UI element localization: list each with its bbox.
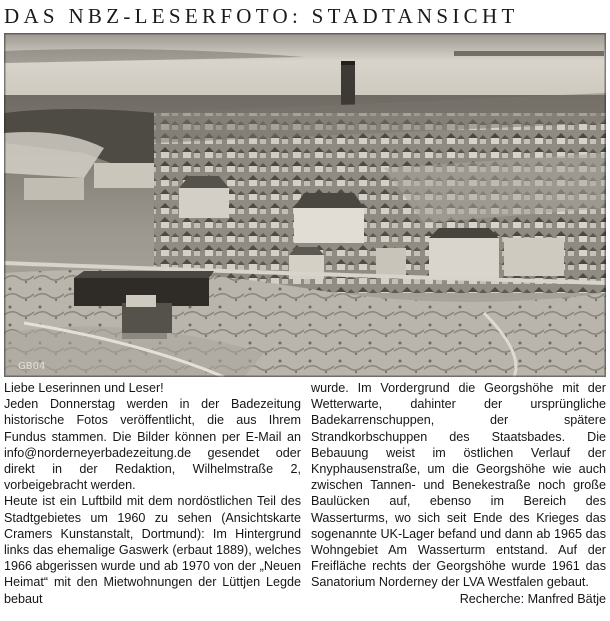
paragraph-2-continued: wurde. Im Vordergrund die Georgshöhe mit der Wetterwarte, dahinter der ursprüngliche Badekarrenschuppen, der spätere Strandkorbschuppen des Staatsbades. Die Bebauung weist im östlichen Verlauf der Knyphausenstraße, um die Georgshöhe wie auch zwischen Tannen- und Benekestraße noch große Baulücken auf, ebenso im Bereich des Wasserturms, wo sich seit Ende des Krieges das sogenannte UK-Lager befand und dann ab 1965 das Wohngebiet Am Wasserturm entstand. Auf der Freifläche rechts der Georgshöhe wurde 1961 das Sanatorium Norderney der LVA Westfalen gebaut. (311, 381, 606, 590)
article-right-column (311, 380, 606, 607)
aerial-photo (4, 33, 606, 377)
photo-corner-mark: GB04 (18, 361, 46, 372)
greeting: Liebe Leserinnen und Leser! (4, 381, 164, 395)
author-credit: Recherche: Manfred Bätje (459, 591, 606, 606)
paragraph-1: Jeden Donnerstag werden in der Badezeitung historische Fotos veröffentlicht, die aus Ihrem Fundus stammen. Die Bilder können per E-Mail an info@norderneyerbadezeitung.de gesendet oder direkt in der Redaktion, Wilhelmstraße 2, vorbeigebracht werden. (4, 397, 301, 493)
paragraph-2: Heute ist ein Luftbild mit dem nordöstlichen Teil des Stadtgebietes um 1960 zu sehen (Ansichtskarte Cramers Kunstanstalt, Dortmund): Im Hintergrund links das ehemalige Gaswerk (erbaut 1889), welches 1966 abgerissen wurde und ab 1970 von der „Neuen Heimat“ mit den Mietwohnungen der Lüttjen Legde bebaut (4, 494, 301, 606)
aerial-photo-graphic (4, 33, 606, 377)
headline: DAS NBZ-LESERFOTO: STADTANSICHT (4, 4, 519, 28)
article-left-column (4, 380, 301, 607)
